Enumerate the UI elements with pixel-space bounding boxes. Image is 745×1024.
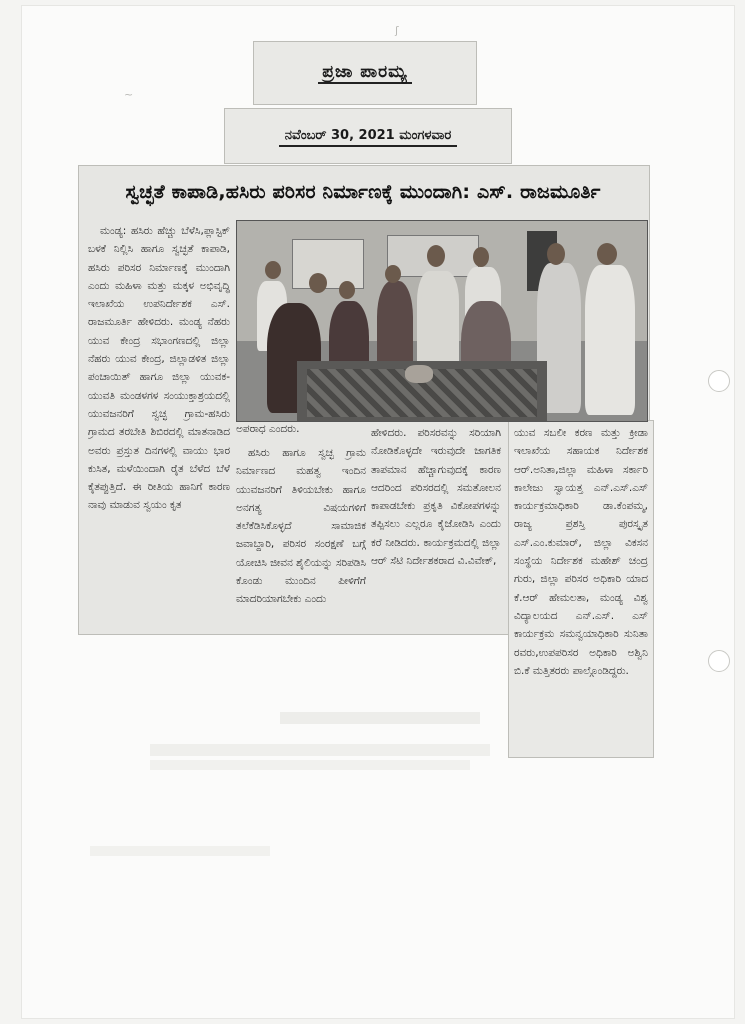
newspaper-name: ಪ್ರಜಾ ಪಾರಮ್ಯ [318,62,411,84]
article-text: ಮಂಡ್ಯ: ಹಸಿರು ಹೆಚ್ಚು ಬೆಳೆಸಿ,ಪ್ಲಾಸ್ಟಿಕ್ ಬಳಕೆ ನಿಲ್ಲಿಸಿ ಹಾಗೂ ಸ್ವಚ್ಛತೆ ಕಾಪಾಡಿ, ಹಸಿರು ಪರಿಸರ ನಿರ್ಮಾಣಕ್ಕೆ ಮುಂದಾಗಿ ಎಂದು ಮಹಿಳಾ ಮತ್ತು ಮಕ್ಕಳ ಅಭಿವೃದ್ಧಿ ಇಲಾಖೆಯ ಉಪನಿರ್ದೇಶಕ ಎಸ್. ರಾಜಮೂರ್ತಿ ಹೇಳಿದರು. ಮಂಡ್ಯ ನೆಹರು ಯುವ ಕೇಂದ್ರ ಸಭಾಂಗಣದಲ್ಲಿ ಜಿಲ್ಲಾ ನೆಹರು ಯುವ ಕೇಂದ್ರ, ಜಿಲ್ಲಾಡಳಿತ ಜಿಲ್ಲಾ ಪಂಚಾಯಿತ್ ಹಾಗೂ ಜಿಲ್ಲಾ ಯುವಕ-ಯುವತಿ ಮಂಡಳಗಳ ಸಂಯುಕ್ತಾಶ್ರಯದಲ್ಲಿ ಯುವಜನರಿಗೆ ಸ್ವಚ್ಛ ಗ್ರಾಮ-ಹಸಿರು ಗ್ರಾಮದ ತರಬೇತಿ ಶಿಬಿರದಲ್ಲಿ ಮಾತನಾಡಿದ ಅವರು ಪ್ರಸ್ತುತ ದಿನಗಳಲ್ಲಿ ವಾಯು ಭಾರ ಕುಸಿತ, ಮಳೆಯಿಂದಾಗಿ ರೈತ ಬೆಳೆದ ಬೆಳೆ ಕೈತಪ್ಪುತ್ತಿದೆ. ಈ ರೀತಿಯ ಹಾನಿಗೆ ಕಾರಣ ನಾವು ಮಾಡುವ ಸ್ವಯಂ ಕೃತ [88,225,230,512]
article-column-4 [514,424,648,754]
punch-hole [708,650,730,672]
article-text: ಯುವ ಸಬಲೀ ಕರಣ ಮತ್ತು ಕ್ರೀಡಾ ಇಲಾಖೆಯ ಸಹಾಯಕ ನಿರ್ದೇಶಕ ಆರ್.ಅನಿತಾ,ಜಿಲ್ಲಾ ಮಹಿಳಾ ಸರ್ಕಾರಿ ಕಾಲೇಜು ಸ್ವಾಯತ್ತ ಎನ್.ಎಸ್.ಎಸ್ ಕಾರ್ಯಕ್ರಮಾಧಿಕಾರಿ ಡಾ.ಕೆಂಪಮ್ಮ, ರಾಜ್ಯ ಪ್ರಶಸ್ತಿ ಪುರಸ್ಕೃತ ಎಸ್.ಎಂ.ಕುಮಾರ್, ಜಿಲ್ಲಾ ವಿಕಸನ ಸಂಸ್ಥೆಯ ನಿರ್ದೇಶಕ ಮಹೇಶ್ ಚಂದ್ರ ಗುರು, ಜಿಲ್ಲಾ ಪರಿಸರ ಅಧಿಕಾರಿ ಯಾದ ಕೆ.ಆರ್ ಹೇಮಲತಾ, ಮಂಡ್ಯ ವಿಶ್ವ ವಿದ್ಯಾಲಯದ ಎನ್.ಎಸ್. ಎಸ್ ಕಾರ್ಯಕ್ರಮ ಸಮನ್ವಯಾಧಿಕಾರಿ ಸುನಿತಾ ರವರು,ಉಪಪರಿಸರ ಅಧಿಕಾರಿ ಅಶ್ವಿನಿ ಬಿ.ಕೆ ಮತ್ತಿತರರು ಪಾಲ್ಗೊಂಡಿದ್ದರು. [514,427,648,677]
publication-date: ನವೆಂಬರ್ 30, 2021 ಮಂಗಳವಾರ [279,126,458,147]
bleed-through [150,744,490,756]
article-column-3 [371,424,501,630]
scan-mark: ~ [124,88,134,101]
article-headline: ಸ್ವಚ್ಛತೆ ಕಾಪಾಡಿ,ಹಸಿರು ಪರಿಸರ ನಿರ್ಮಾಣಕ್ಕೆ ಮುಂದಾಗಿ: ಎಸ್. ರಾಜಮೂರ್ತಿ [125,181,601,203]
dateline-clipping [224,108,512,164]
masthead-clipping [253,41,477,105]
article-column-1 [88,222,230,627]
article-text: ಅಪರಾಧ ಎಂದರು. [236,423,300,435]
article-column-2 [236,444,366,632]
article-photo [236,220,648,422]
scan-mark: ʃ [395,24,399,37]
bleed-through [90,846,270,856]
bleed-through [280,712,480,724]
article-text: ಹೇಳಿದರು. ಪರಿಸರವನ್ನು ಸರಿಯಾಗಿ ನೋಡಿಕೊಳ್ಳದೇ ಇರುವುದೇ ಜಾಗತಿಕ ತಾಪಮಾನ ಹೆಚ್ಚಾಗುವುದಕ್ಕೆ ಕಾರಣ ಆದರಿಂದ ಪರಿಸರದಲ್ಲಿ ಸಮತೋಲನ ಕಾಪಾಡಬೇಕು ಪ್ರಕೃತಿ ವಿಕೋಪಗಳನ್ನು ತಪ್ಪಿಸಲು ಎಲ್ಲರೂ ಕೈಜೋಡಿಸಿ ಎಂದು ಕರೆ ನೀಡಿದರು. ಕಾರ್ಯಕ್ರಮದಲ್ಲಿ ಜಿಲ್ಲಾ ಆರ್ ಸೆಟಿ ನಿರ್ದೇಶಕರಾದ ವಿ.ವಿವೇಕ್, [371,427,501,568]
punch-hole [708,370,730,392]
article-column-2-top [236,420,366,440]
bleed-through [150,760,470,770]
article-text: ಹಸಿರು ಹಾಗೂ ಸ್ವಚ್ಛ ಗ್ರಾಮ ನಿರ್ಮಾಣದ ಮಹತ್ವ ಇಂದಿನ ಯುವಜನರಿಗೆ ತಿಳಿಯಬೇಕು ಹಾಗೂ ಅನಗತ್ಯ ವಿಷಯಗಳಿಗೆ ತಲೆಕೆಡಿಸಿಕೊಳ್ಳದೆ ಸಾಮಾಜಿಕ ಜವಾಬ್ದಾರಿ, ಪರಿಸರ ಸಂರಕ್ಷಣೆ ಬಗ್ಗೆ ಯೋಚಿಸಿ ಜೀವನ ಶೈಲಿಯನ್ನು ಸರಿಪಡಿಸಿ ಕೊಂಡು ಮುಂದಿನ ಪೀಳಿಗೆಗೆ ಮಾದರಿಯಾಗಬೇಕು ಎಂದು [236,447,366,606]
